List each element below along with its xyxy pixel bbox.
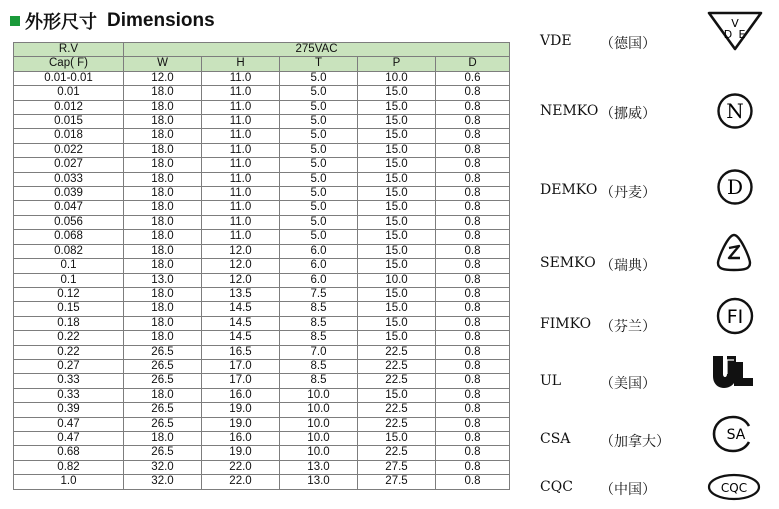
- cell-w: 32.0: [124, 460, 202, 474]
- cell-d: 0.8: [436, 158, 510, 172]
- table-row: [14, 388, 510, 402]
- cell-h: 22.0: [202, 475, 280, 489]
- cell-h: 16.0: [202, 388, 280, 402]
- title-chinese: 外形尺寸: [25, 12, 97, 33]
- cell-d: 0.8: [436, 417, 510, 431]
- cell-cap: 0.01-0.01: [14, 71, 124, 85]
- cell-w: 18.0: [124, 86, 202, 100]
- cell-w: 26.5: [124, 345, 202, 359]
- cell-h: 11.0: [202, 172, 280, 186]
- cell-p: 15.0: [358, 388, 436, 402]
- table-row: [14, 86, 510, 100]
- cell-h: 19.0: [202, 417, 280, 431]
- cell-t: 5.0: [280, 71, 358, 85]
- cell-w: 18.0: [124, 172, 202, 186]
- table-header-row-columns: [14, 57, 510, 71]
- cell-w: 26.5: [124, 417, 202, 431]
- cell-t: 5.0: [280, 158, 358, 172]
- cell-cap: 0.027: [14, 158, 124, 172]
- table-row: [14, 172, 510, 186]
- demko-mark-d: D: [726, 175, 744, 199]
- cell-h: 11.0: [202, 230, 280, 244]
- demko-circle-d-icon: [716, 168, 754, 206]
- cell-d: 0.8: [436, 374, 510, 388]
- cell-cap: 0.18: [14, 316, 124, 330]
- nemko-mark-n: N: [726, 99, 744, 123]
- cell-h: 12.0: [202, 244, 280, 258]
- table-row: [14, 100, 510, 114]
- table-row: [14, 417, 510, 431]
- cell-h: 11.0: [202, 215, 280, 229]
- cell-h: 17.0: [202, 359, 280, 373]
- cell-d: 0.8: [436, 316, 510, 330]
- table-row: [14, 259, 510, 273]
- cell-p: 10.0: [358, 273, 436, 287]
- cell-h: 11.0: [202, 187, 280, 201]
- cert-name-csa: CSA: [540, 431, 571, 447]
- cell-t: 10.0: [280, 388, 358, 402]
- cell-w: 26.5: [124, 446, 202, 460]
- vde-triangle-icon: [706, 10, 764, 52]
- table-row: [14, 431, 510, 445]
- cell-t: 5.0: [280, 100, 358, 114]
- table-row: [14, 244, 510, 258]
- cell-p: 27.5: [358, 460, 436, 474]
- cell-p: 15.0: [358, 187, 436, 201]
- cell-p: 22.5: [358, 403, 436, 417]
- cell-h: 19.0: [202, 403, 280, 417]
- cell-w: 18.0: [124, 316, 202, 330]
- cqc-oval-icon: [706, 472, 762, 502]
- table-row: [14, 287, 510, 301]
- table-row: [14, 129, 510, 143]
- cqc-mark-text: CQC: [720, 481, 748, 495]
- cell-cap: 0.01: [14, 86, 124, 100]
- cell-cap: 0.015: [14, 115, 124, 129]
- cell-d: 0.8: [436, 187, 510, 201]
- cell-p: 15.0: [358, 115, 436, 129]
- cell-t: 6.0: [280, 244, 358, 258]
- cell-d: 0.8: [436, 143, 510, 157]
- voltage-header: 275VAC: [124, 43, 510, 57]
- cell-w: 18.0: [124, 388, 202, 402]
- cell-d: 0.8: [436, 287, 510, 301]
- table-row: [14, 187, 510, 201]
- cell-t: 6.0: [280, 273, 358, 287]
- table-row: [14, 316, 510, 330]
- cert-name-nemko: NEMKO: [540, 103, 599, 119]
- cell-p: 22.5: [358, 446, 436, 460]
- cell-t: 13.0: [280, 475, 358, 489]
- certification-list: [534, 0, 779, 509]
- cap-header: Cap( F): [14, 57, 124, 71]
- cell-p: 15.0: [358, 215, 436, 229]
- cert-country-fimko: （芬兰）: [600, 319, 656, 335]
- cell-d: 0.8: [436, 446, 510, 460]
- cell-t: 5.0: [280, 115, 358, 129]
- cell-w: 18.0: [124, 187, 202, 201]
- table-header-row-voltage: [14, 43, 510, 57]
- cell-p: 22.5: [358, 374, 436, 388]
- cert-country-cqc: （中国）: [600, 482, 656, 498]
- cell-t: 5.0: [280, 172, 358, 186]
- fimko-mark-fi: FI: [726, 306, 744, 328]
- cell-cap: 0.018: [14, 129, 124, 143]
- table-row: [14, 345, 510, 359]
- cell-d: 0.8: [436, 115, 510, 129]
- cell-p: 15.0: [358, 331, 436, 345]
- cell-w: 26.5: [124, 374, 202, 388]
- vde-mark-d: D: [723, 28, 733, 41]
- cell-t: 8.5: [280, 374, 358, 388]
- table-row: [14, 374, 510, 388]
- cell-t: 10.0: [280, 417, 358, 431]
- cell-h: 14.5: [202, 331, 280, 345]
- cell-w: 26.5: [124, 359, 202, 373]
- cell-cap: 0.82: [14, 460, 124, 474]
- cell-d: 0.8: [436, 475, 510, 489]
- table-row: [14, 215, 510, 229]
- cell-p: 15.0: [358, 302, 436, 316]
- cell-d: 0.6: [436, 71, 510, 85]
- bullet-square-icon: [10, 16, 20, 26]
- cell-p: 15.0: [358, 172, 436, 186]
- col-header-d: D: [436, 57, 510, 71]
- cell-cap: 0.47: [14, 431, 124, 445]
- cell-w: 18.0: [124, 143, 202, 157]
- col-header-h: H: [202, 57, 280, 71]
- cell-h: 11.0: [202, 100, 280, 114]
- cell-t: 8.5: [280, 331, 358, 345]
- cell-w: 18.0: [124, 259, 202, 273]
- csa-mark-sa: SA: [726, 427, 746, 443]
- cell-h: 11.0: [202, 71, 280, 85]
- cell-d: 0.8: [436, 86, 510, 100]
- cell-h: 14.5: [202, 302, 280, 316]
- cell-p: 15.0: [358, 244, 436, 258]
- cell-d: 0.8: [436, 388, 510, 402]
- cell-t: 5.0: [280, 129, 358, 143]
- cell-d: 0.8: [436, 244, 510, 258]
- cell-h: 11.0: [202, 143, 280, 157]
- cell-p: 15.0: [358, 100, 436, 114]
- cell-t: 5.0: [280, 143, 358, 157]
- cell-d: 0.8: [436, 230, 510, 244]
- cell-cap: 0.039: [14, 187, 124, 201]
- cell-t: 13.0: [280, 460, 358, 474]
- cell-d: 0.8: [436, 331, 510, 345]
- cell-p: 15.0: [358, 158, 436, 172]
- cell-h: 11.0: [202, 201, 280, 215]
- cell-t: 10.0: [280, 431, 358, 445]
- cell-p: 22.5: [358, 345, 436, 359]
- table-row: [14, 115, 510, 129]
- cell-d: 0.8: [436, 259, 510, 273]
- cell-d: 0.8: [436, 431, 510, 445]
- cell-w: 18.0: [124, 230, 202, 244]
- csa-logo-icon: [710, 414, 756, 454]
- cell-p: 22.5: [358, 417, 436, 431]
- cell-cap: 0.22: [14, 345, 124, 359]
- cell-p: 15.0: [358, 316, 436, 330]
- cell-cap: 0.022: [14, 143, 124, 157]
- cell-w: 18.0: [124, 331, 202, 345]
- table-row: [14, 359, 510, 373]
- cell-h: 11.0: [202, 115, 280, 129]
- cell-h: 13.5: [202, 287, 280, 301]
- cell-d: 0.8: [436, 359, 510, 373]
- cell-cap: 0.082: [14, 244, 124, 258]
- cell-h: 11.0: [202, 129, 280, 143]
- cell-cap: 1.0: [14, 475, 124, 489]
- cell-cap: 0.068: [14, 230, 124, 244]
- cell-t: 5.0: [280, 201, 358, 215]
- cell-t: 5.0: [280, 86, 358, 100]
- cell-p: 15.0: [358, 287, 436, 301]
- cell-t: 5.0: [280, 215, 358, 229]
- cell-d: 0.8: [436, 403, 510, 417]
- cell-cap: 0.22: [14, 331, 124, 345]
- nemko-circle-n-icon: [716, 92, 754, 130]
- cell-w: 18.0: [124, 215, 202, 229]
- cell-p: 15.0: [358, 86, 436, 100]
- cell-p: 22.5: [358, 359, 436, 373]
- cell-p: 15.0: [358, 431, 436, 445]
- cell-h: 19.0: [202, 446, 280, 460]
- cell-d: 0.8: [436, 215, 510, 229]
- table-row: [14, 201, 510, 215]
- cell-d: 0.8: [436, 100, 510, 114]
- cell-w: 18.0: [124, 115, 202, 129]
- cell-d: 0.8: [436, 273, 510, 287]
- cell-h: 11.0: [202, 86, 280, 100]
- table-row: [14, 230, 510, 244]
- vde-mark-v: V: [731, 17, 739, 30]
- cert-country-semko: （瑞典）: [600, 258, 656, 274]
- cell-cap: 0.33: [14, 388, 124, 402]
- ul-logo-icon: [710, 352, 756, 390]
- table-row: [14, 71, 510, 85]
- dimensions-table: [13, 42, 510, 490]
- cell-h: 14.5: [202, 316, 280, 330]
- cell-cap: 0.047: [14, 201, 124, 215]
- cert-name-vde: VDE: [540, 33, 572, 49]
- cell-p: 15.0: [358, 143, 436, 157]
- cell-cap: 0.012: [14, 100, 124, 114]
- table-row: [14, 460, 510, 474]
- cell-w: 18.0: [124, 244, 202, 258]
- cell-w: 18.0: [124, 431, 202, 445]
- cell-w: 12.0: [124, 71, 202, 85]
- cell-w: 18.0: [124, 287, 202, 301]
- cell-cap: 0.12: [14, 287, 124, 301]
- section-title: [10, 9, 215, 33]
- cell-h: 22.0: [202, 460, 280, 474]
- cell-w: 18.0: [124, 129, 202, 143]
- cell-h: 16.5: [202, 345, 280, 359]
- cell-d: 0.8: [436, 460, 510, 474]
- cert-name-cqc: CQC: [540, 479, 573, 495]
- cell-cap: 0.056: [14, 215, 124, 229]
- cert-name-fimko: FIMKO: [540, 316, 592, 332]
- cell-p: 15.0: [358, 230, 436, 244]
- table-row: [14, 158, 510, 172]
- cell-cap: 0.033: [14, 172, 124, 186]
- col-header-t: T: [280, 57, 358, 71]
- cell-d: 0.8: [436, 129, 510, 143]
- table-row: [14, 302, 510, 316]
- cell-t: 8.5: [280, 359, 358, 373]
- cell-d: 0.8: [436, 345, 510, 359]
- cell-t: 10.0: [280, 446, 358, 460]
- cell-cap: 0.27: [14, 359, 124, 373]
- cell-p: 15.0: [358, 259, 436, 273]
- cell-w: 13.0: [124, 273, 202, 287]
- cell-cap: 0.1: [14, 259, 124, 273]
- cell-p: 15.0: [358, 129, 436, 143]
- cell-p: 27.5: [358, 475, 436, 489]
- cell-w: 18.0: [124, 100, 202, 114]
- table-row: [14, 143, 510, 157]
- cell-w: 18.0: [124, 302, 202, 316]
- cell-t: 8.5: [280, 302, 358, 316]
- cert-country-ul: （美国）: [600, 376, 656, 392]
- cell-d: 0.8: [436, 201, 510, 215]
- cell-w: 18.0: [124, 158, 202, 172]
- cell-p: 15.0: [358, 201, 436, 215]
- cell-cap: 0.33: [14, 374, 124, 388]
- cell-h: 17.0: [202, 374, 280, 388]
- table-row: [14, 273, 510, 287]
- cert-name-demko: DEMKO: [540, 182, 598, 198]
- cell-t: 6.0: [280, 259, 358, 273]
- cell-p: 10.0: [358, 71, 436, 85]
- cell-t: 10.0: [280, 403, 358, 417]
- rv-header: R.V: [14, 43, 124, 57]
- table-row: [14, 331, 510, 345]
- cell-t: 5.0: [280, 230, 358, 244]
- semko-s-triangle-icon: [714, 232, 754, 274]
- col-header-p: P: [358, 57, 436, 71]
- title-english: Dimensions: [107, 10, 215, 31]
- cell-t: 5.0: [280, 187, 358, 201]
- cell-h: 12.0: [202, 273, 280, 287]
- cell-d: 0.8: [436, 172, 510, 186]
- cell-cap: 0.15: [14, 302, 124, 316]
- cell-h: 11.0: [202, 158, 280, 172]
- table-row: [14, 446, 510, 460]
- cert-country-nemko: （挪威）: [600, 106, 656, 122]
- cert-country-demko: （丹麦）: [600, 185, 656, 201]
- cert-name-ul: UL: [540, 373, 562, 389]
- cell-t: 7.5: [280, 287, 358, 301]
- cell-cap: 0.39: [14, 403, 124, 417]
- col-header-w: W: [124, 57, 202, 71]
- table-row: [14, 475, 510, 489]
- cell-d: 0.8: [436, 302, 510, 316]
- cert-name-semko: SEMKO: [540, 255, 596, 271]
- cell-w: 18.0: [124, 201, 202, 215]
- cell-w: 32.0: [124, 475, 202, 489]
- cell-t: 7.0: [280, 345, 358, 359]
- fimko-fi-circle-icon: [715, 296, 755, 336]
- cell-t: 8.5: [280, 316, 358, 330]
- cell-w: 26.5: [124, 403, 202, 417]
- vde-mark-e: E: [738, 28, 746, 41]
- cell-h: 16.0: [202, 431, 280, 445]
- cert-country-csa: （加拿大）: [600, 434, 670, 450]
- cert-country-vde: （德国）: [600, 36, 656, 52]
- table-body: [14, 71, 510, 489]
- cell-h: 12.0: [202, 259, 280, 273]
- cell-cap: 0.68: [14, 446, 124, 460]
- cell-cap: 0.1: [14, 273, 124, 287]
- table-row: [14, 403, 510, 417]
- cell-cap: 0.47: [14, 417, 124, 431]
